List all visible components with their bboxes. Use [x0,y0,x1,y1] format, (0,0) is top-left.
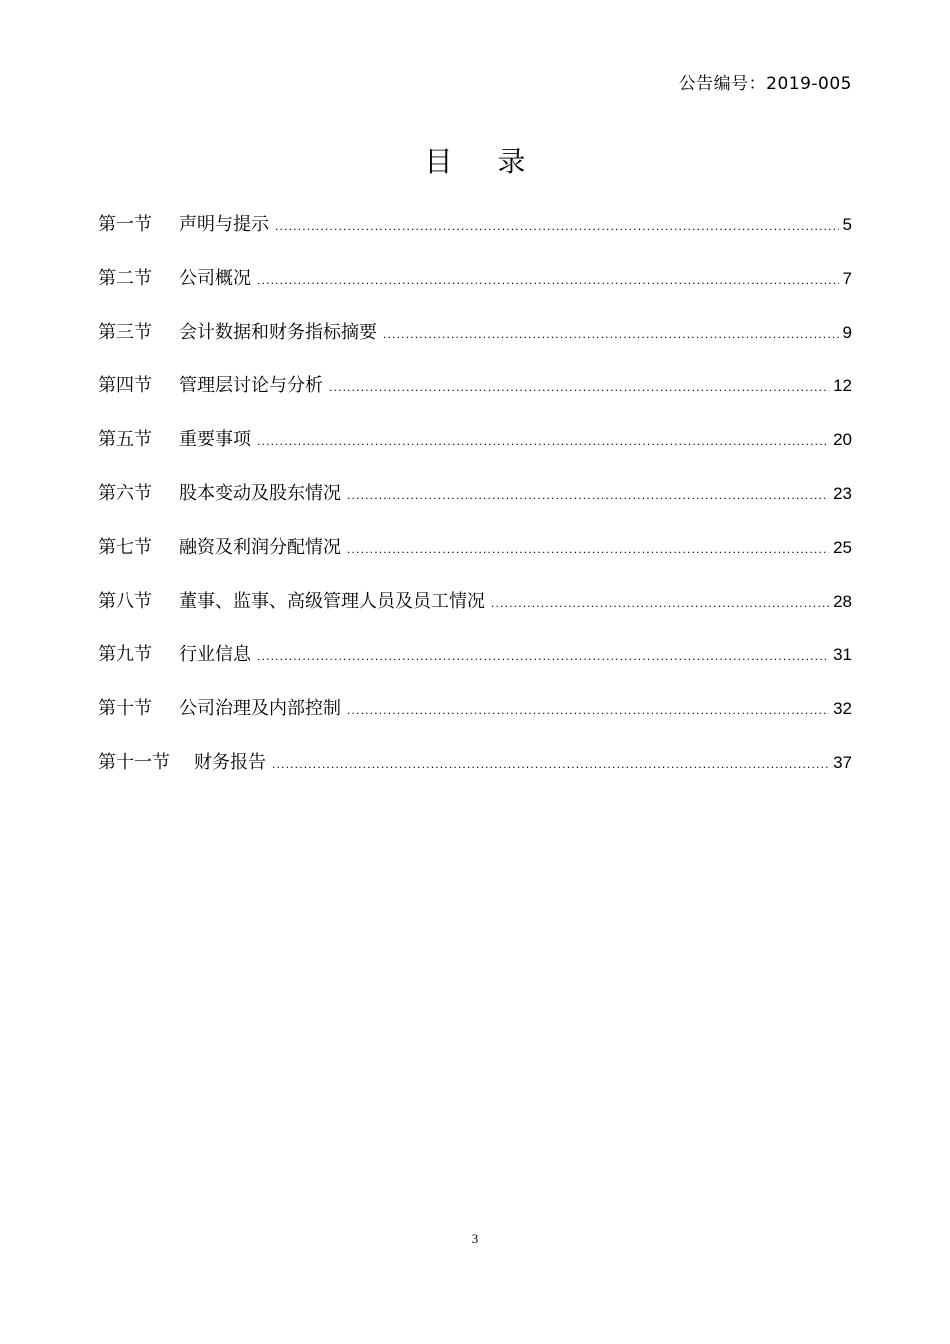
toc-entry[interactable] [98,479,852,533]
toc-entry[interactable] [98,318,852,372]
toc-section-title: 公司治理及内部控制 [179,698,341,720]
toc-section-number: 第六节 [98,482,152,504]
toc-section-title: 行业信息 [179,644,251,666]
toc-section-number: 第九节 [98,644,152,666]
toc-section-title: 公司概况 [179,267,251,289]
toc-section-title: 声明与提示 [179,214,269,235]
page-number: 3 [471,1231,479,1246]
toc-entry[interactable] [98,371,852,425]
toc-entry[interactable] [98,425,852,479]
toc-dot-leader [329,380,829,394]
toc-page-number: 12 [833,376,852,396]
toc-page-number: 25 [833,537,852,557]
toc-section-number: 第八节 [98,590,152,612]
toc-dot-leader [257,434,829,448]
toc-section-number: 第五节 [98,429,152,451]
toc-section-title: 股本变动及股东情况 [179,482,341,504]
toc-entry[interactable] [98,210,852,264]
announcement-number: 公告编号：2019-005 [678,74,852,94]
toc-entry[interactable] [98,694,852,748]
toc-page-number: 28 [833,591,852,611]
toc-page-number: 23 [833,483,852,503]
toc-page-number: 7 [842,268,852,288]
toc-section-number: 第二节 [98,267,152,289]
toc-section-number: 第十节 [98,698,152,720]
toc-section-number: 第四节 [98,375,152,397]
toc-entry[interactable] [98,587,852,641]
toc-dot-leader [257,273,839,287]
toc-dot-leader [257,649,829,663]
toc-section-title: 董事、监事、高级管理人员及员工情况 [179,590,485,612]
toc-entry[interactable] [98,748,852,802]
toc-section-title: 财务报告 [194,751,266,773]
table-of-contents [98,210,852,802]
toc-dot-leader [272,757,829,771]
toc-section-number: 第三节 [98,321,152,343]
toc-section-title: 重要事项 [179,429,251,451]
toc-page-number: 37 [833,752,852,772]
toc-dot-leader [383,327,839,341]
toc-section-title: 融资及利润分配情况 [179,536,341,558]
toc-dot-leader [347,542,829,556]
toc-dot-leader [347,488,829,502]
toc-page-number: 5 [842,215,852,234]
toc-title: 目 录 [424,145,544,178]
toc-section-number: 第一节 [98,214,152,235]
toc-dot-leader [491,596,829,610]
toc-page-number: 32 [833,699,852,719]
toc-section-title: 会计数据和财务指标摘要 [179,321,377,343]
toc-section-number: 第七节 [98,536,152,558]
toc-page-number: 31 [833,645,852,665]
toc-section-number: 第十一节 [98,751,170,773]
toc-page-number: 20 [833,430,852,450]
toc-entry[interactable] [98,533,852,587]
toc-section-title: 管理层讨论与分析 [179,375,323,397]
toc-page-number: 9 [842,322,852,342]
toc-dot-leader [347,703,829,717]
toc-dot-leader [275,219,839,233]
toc-entry[interactable] [98,264,852,318]
toc-entry[interactable] [98,640,852,694]
